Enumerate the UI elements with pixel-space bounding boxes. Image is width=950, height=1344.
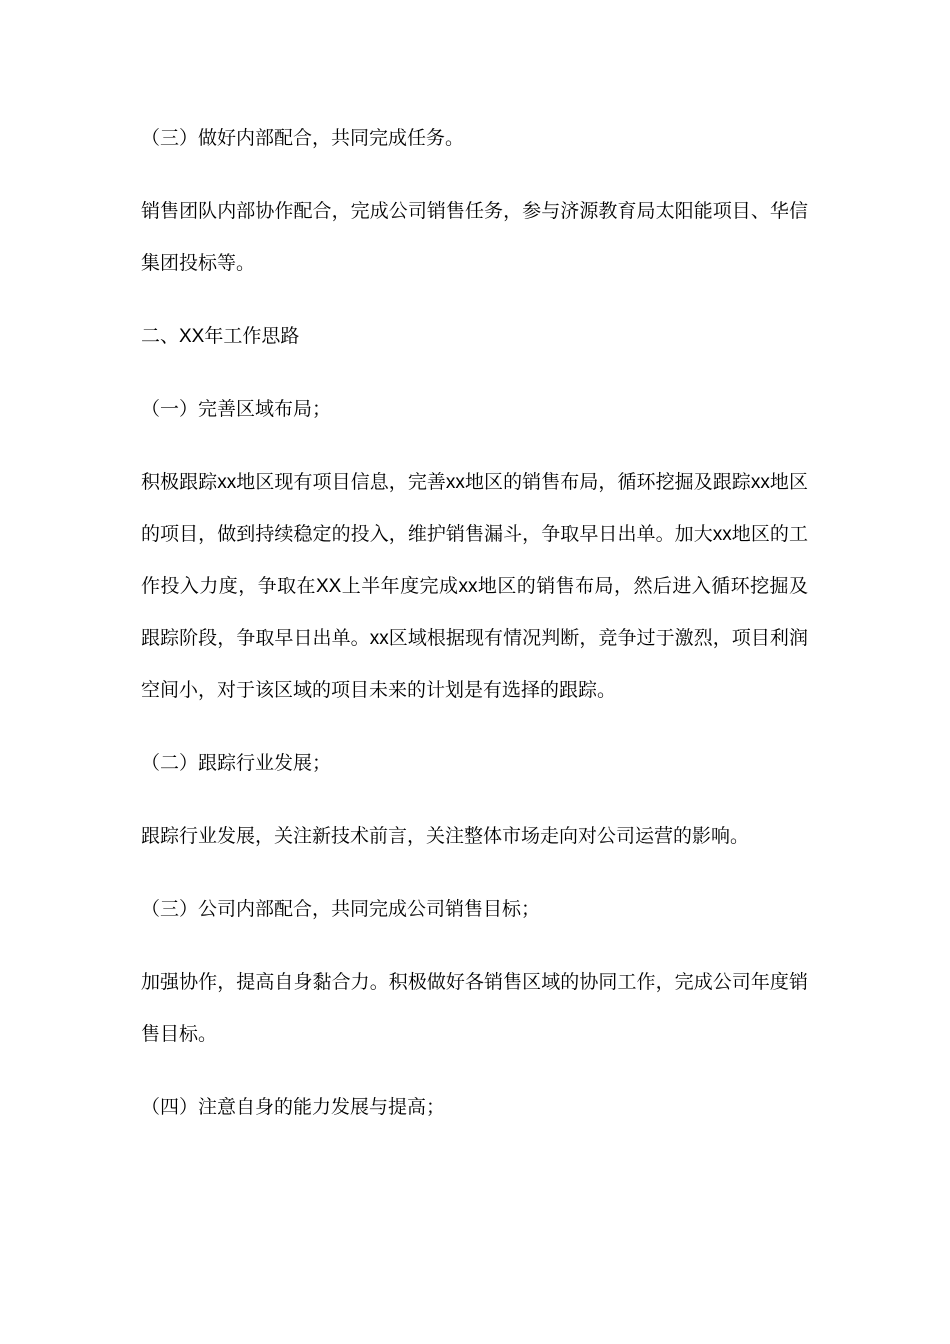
doc-paragraph: 积极跟踪xx地区现有项目信息，完善xx地区的销售布局，循环挖掘及跟踪xx地区的项目，做到持续稳定的投入，维护销售漏斗，争取早日出单。加大xx地区的工作投入力度，争取在XX上半年度完成xx地区的销售布局，然后进入循环挖掘及跟踪阶段，争取早日出单。xx区域根据现有情况判断，竞争过于激烈，项目利润空间小，对于该区域的项目未来的计划是有选择的跟踪。	[141, 472, 808, 701]
doc-paragraph: 跟踪行业发展，关注新技术前言，关注整体市场走向对公司运营的影响。	[141, 826, 750, 847]
doc-paragraph: 加强协作，提高自身黏合力。积极做好各销售区域的协同工作，完成公司年度销售目标。	[141, 972, 808, 1045]
doc-heading: （二）跟踪行业发展；	[141, 753, 332, 774]
doc-heading: 二、XX年工作思路	[141, 326, 300, 347]
document-content	[141, 113, 808, 1134]
doc-heading: （三）公司内部配合，共同完成公司销售目标；	[141, 899, 541, 920]
doc-paragraph: 销售团队内部协作配合，完成公司销售任务，参与济源教育局太阳能项目、华信集团投标等。	[141, 201, 808, 274]
doc-heading: （一）完善区域布局；	[141, 399, 332, 420]
doc-heading: （三）做好内部配合，共同完成任务。	[141, 128, 465, 149]
doc-heading: （四）注意自身的能力发展与提高；	[141, 1097, 446, 1118]
